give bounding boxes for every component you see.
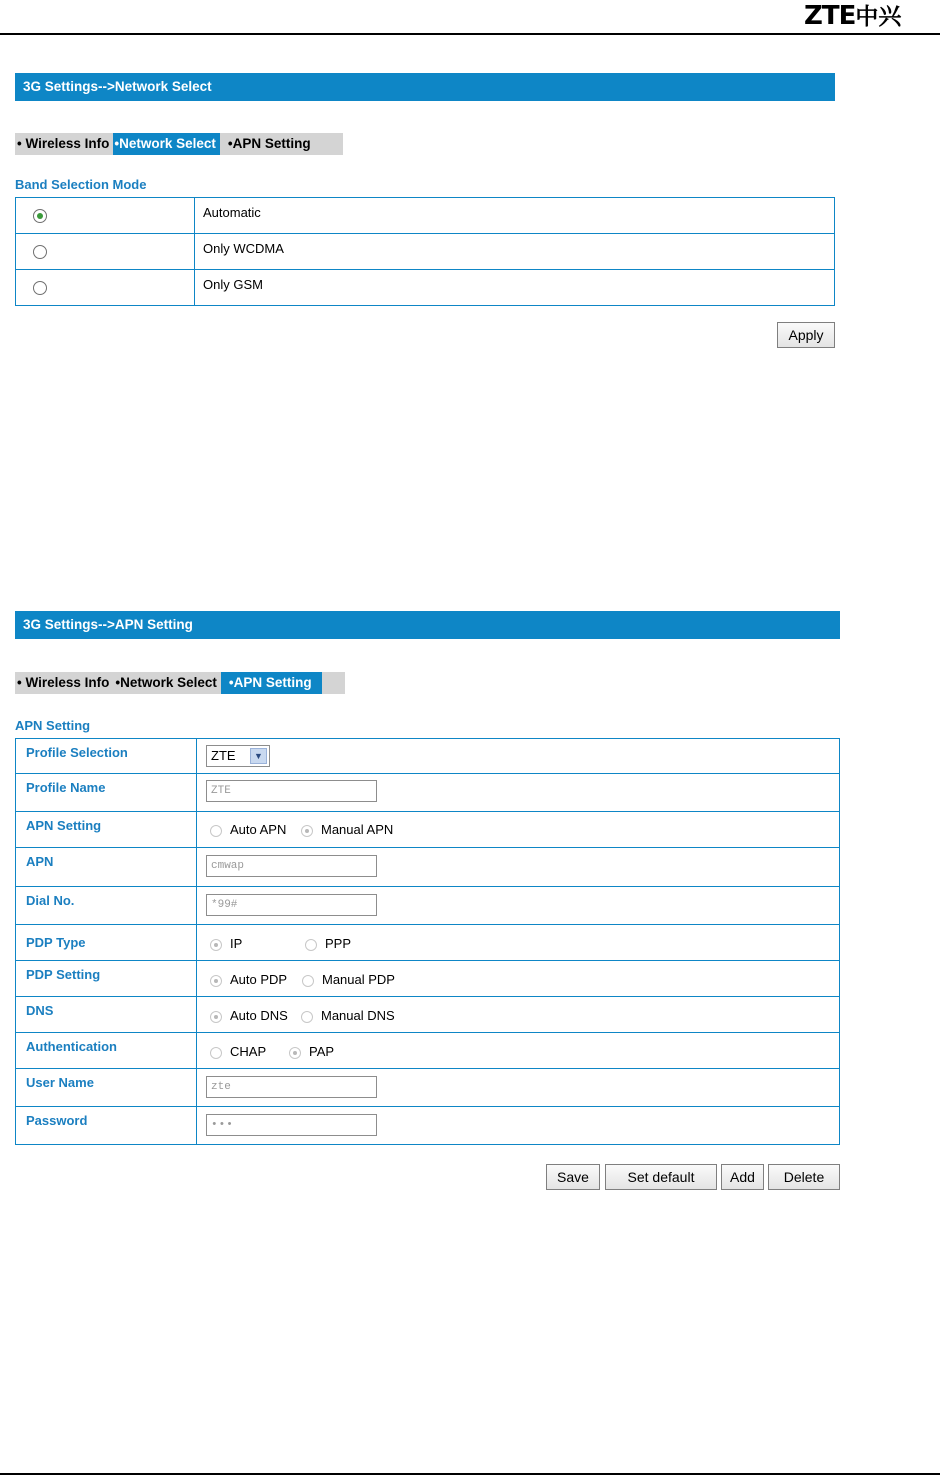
page-title-network-select: [15, 73, 835, 101]
chap-label: CHAP: [230, 1044, 267, 1059]
logo-text: ZTE: [804, 1, 856, 31]
profile-selection-label: Profile Selection: [26, 745, 128, 760]
tab-network-select[interactable]: •Network Select: [115, 675, 217, 690]
row-label-cell: [16, 997, 197, 1033]
row-pdp-setting: [16, 961, 840, 997]
pdp-type-label: PDP Type: [26, 935, 86, 950]
manual-apn-label: Manual APN: [321, 822, 394, 837]
radio-ip[interactable]: [210, 939, 222, 951]
row-label-cell: [16, 1107, 197, 1145]
band-option-row: [16, 270, 835, 306]
profile-name-label: Profile Name: [26, 780, 106, 795]
user-name-input[interactable]: zte: [206, 1076, 377, 1098]
apn-setting-table: [15, 738, 840, 1145]
manual-pdp-label: Manual PDP: [322, 972, 395, 987]
row-label-cell: [16, 848, 197, 887]
radio-manual-apn[interactable]: [301, 825, 313, 837]
user-name-label: User Name: [26, 1075, 94, 1090]
apn-setting-group-label: APN Setting: [15, 718, 91, 733]
apn-input[interactable]: cmwap: [206, 855, 377, 877]
option-ppp[interactable]: [305, 936, 351, 951]
option-label-cell: [195, 234, 835, 270]
radio-cell: [16, 270, 195, 306]
row-label-cell: [16, 1069, 197, 1107]
dns-label: DNS: [26, 1003, 54, 1018]
dial-no-input[interactable]: *99#: [206, 894, 377, 916]
zte-logo: [804, 0, 908, 32]
save-button[interactable]: Save: [546, 1164, 600, 1190]
tab-apn-setting[interactable]: •APN Setting: [221, 672, 322, 694]
row-apn-setting: [16, 812, 840, 848]
logo-cn-text: 中兴: [855, 4, 902, 30]
row-value-cell: [197, 1069, 840, 1107]
auto-pdp-label: Auto PDP: [230, 972, 288, 987]
radio-cell: [16, 198, 195, 234]
option-manual-apn[interactable]: [301, 822, 393, 837]
chevron-down-icon[interactable]: ▼: [250, 748, 267, 764]
footer-divider: [0, 1473, 940, 1475]
radio-auto-dns[interactable]: [210, 1011, 222, 1023]
option-ip[interactable]: [210, 936, 242, 951]
band-selection-table: [15, 197, 835, 306]
profile-select[interactable]: [206, 745, 270, 767]
row-value-cell: [197, 997, 840, 1033]
row-value-cell: [197, 774, 840, 812]
dial-no-label: Dial No.: [26, 893, 75, 908]
auto-apn-label: Auto APN: [230, 822, 287, 837]
option-pap[interactable]: [289, 1044, 334, 1059]
tab-bar-2: [15, 672, 345, 694]
auto-dns-label: Auto DNS: [230, 1008, 288, 1023]
row-authentication: [16, 1033, 840, 1069]
option-automatic-label: Automatic: [203, 205, 261, 220]
tab-apn-setting[interactable]: •APN Setting: [227, 136, 311, 151]
add-button[interactable]: Add: [721, 1164, 764, 1190]
radio-chap[interactable]: [210, 1047, 222, 1059]
apn-setting-label: APN Setting: [26, 818, 102, 833]
row-label-cell: [16, 1033, 197, 1069]
set-default-button[interactable]: Set default: [605, 1164, 717, 1190]
row-profile-selection: [16, 739, 840, 774]
option-auto-pdp[interactable]: [210, 972, 287, 987]
radio-only-gsm[interactable]: [33, 281, 47, 295]
ppp-label: PPP: [325, 936, 352, 951]
row-label-cell: [16, 925, 197, 961]
option-auto-dns[interactable]: [210, 1008, 288, 1023]
radio-pap[interactable]: [289, 1047, 301, 1059]
option-only-gsm-label: Only GSM: [203, 277, 263, 292]
band-option-row: [16, 234, 835, 270]
password-label: Password: [26, 1113, 88, 1128]
option-label-cell: [195, 198, 835, 234]
row-dial-no: [16, 887, 840, 925]
band-option-row: [16, 198, 835, 234]
row-profile-name: [16, 774, 840, 812]
radio-auto-pdp[interactable]: [210, 975, 222, 987]
radio-cell: [16, 234, 195, 270]
header-divider: [0, 33, 940, 35]
page-title-text: 3G Settings-->Network Select: [23, 79, 212, 94]
option-manual-dns[interactable]: [301, 1008, 395, 1023]
page-title-text: 3G Settings-->APN Setting: [23, 617, 193, 632]
row-label-cell: [16, 739, 197, 774]
row-dns: [16, 997, 840, 1033]
row-value-cell: [197, 848, 840, 887]
tab-wireless-info[interactable]: • Wireless Info: [17, 136, 110, 151]
apn-label: APN: [26, 854, 54, 869]
row-value-cell: [197, 1033, 840, 1069]
row-value-cell: [197, 887, 840, 925]
radio-ppp[interactable]: [305, 939, 317, 951]
password-input[interactable]: •••: [206, 1114, 377, 1136]
row-password: [16, 1107, 840, 1145]
option-chap[interactable]: [210, 1044, 266, 1059]
pap-label: PAP: [309, 1044, 335, 1059]
row-value-cell: [197, 812, 840, 848]
option-only-wcdma-label: Only WCDMA: [203, 241, 284, 256]
row-label-cell: [16, 774, 197, 812]
ip-label: IP: [230, 936, 243, 951]
row-value-cell: [197, 925, 840, 961]
radio-manual-pdp[interactable]: [302, 975, 314, 987]
page-title-apn-setting: [15, 611, 840, 639]
radio-automatic[interactable]: [33, 209, 47, 223]
row-label-cell: [16, 961, 197, 997]
tab-bar-1: [15, 133, 343, 155]
option-auto-apn[interactable]: [210, 822, 286, 837]
option-manual-pdp[interactable]: [302, 972, 395, 987]
row-pdp-type: [16, 925, 840, 961]
row-value-cell: [197, 1107, 840, 1145]
row-user-name: [16, 1069, 840, 1107]
tab-wireless-info[interactable]: • Wireless Info: [17, 675, 110, 690]
row-label-cell: [16, 812, 197, 848]
radio-manual-dns[interactable]: [301, 1011, 313, 1023]
tab-network-select[interactable]: •Network Select: [113, 133, 220, 155]
apply-button[interactable]: Apply: [777, 322, 835, 348]
pdp-setting-label: PDP Setting: [26, 967, 101, 982]
authentication-label: Authentication: [26, 1039, 117, 1054]
profile-select-value: ZTE: [211, 748, 236, 763]
row-value-cell: [197, 961, 840, 997]
band-selection-label: Band Selection Mode: [15, 177, 147, 192]
radio-auto-apn[interactable]: [210, 825, 222, 837]
row-apn: [16, 848, 840, 887]
profile-name-input[interactable]: ZTE: [206, 780, 377, 802]
radio-only-wcdma[interactable]: [33, 245, 47, 259]
row-value-cell: [197, 739, 840, 774]
row-label-cell: [16, 887, 197, 925]
manual-dns-label: Manual DNS: [321, 1008, 395, 1023]
option-label-cell: [195, 270, 835, 306]
delete-button[interactable]: Delete: [768, 1164, 840, 1190]
